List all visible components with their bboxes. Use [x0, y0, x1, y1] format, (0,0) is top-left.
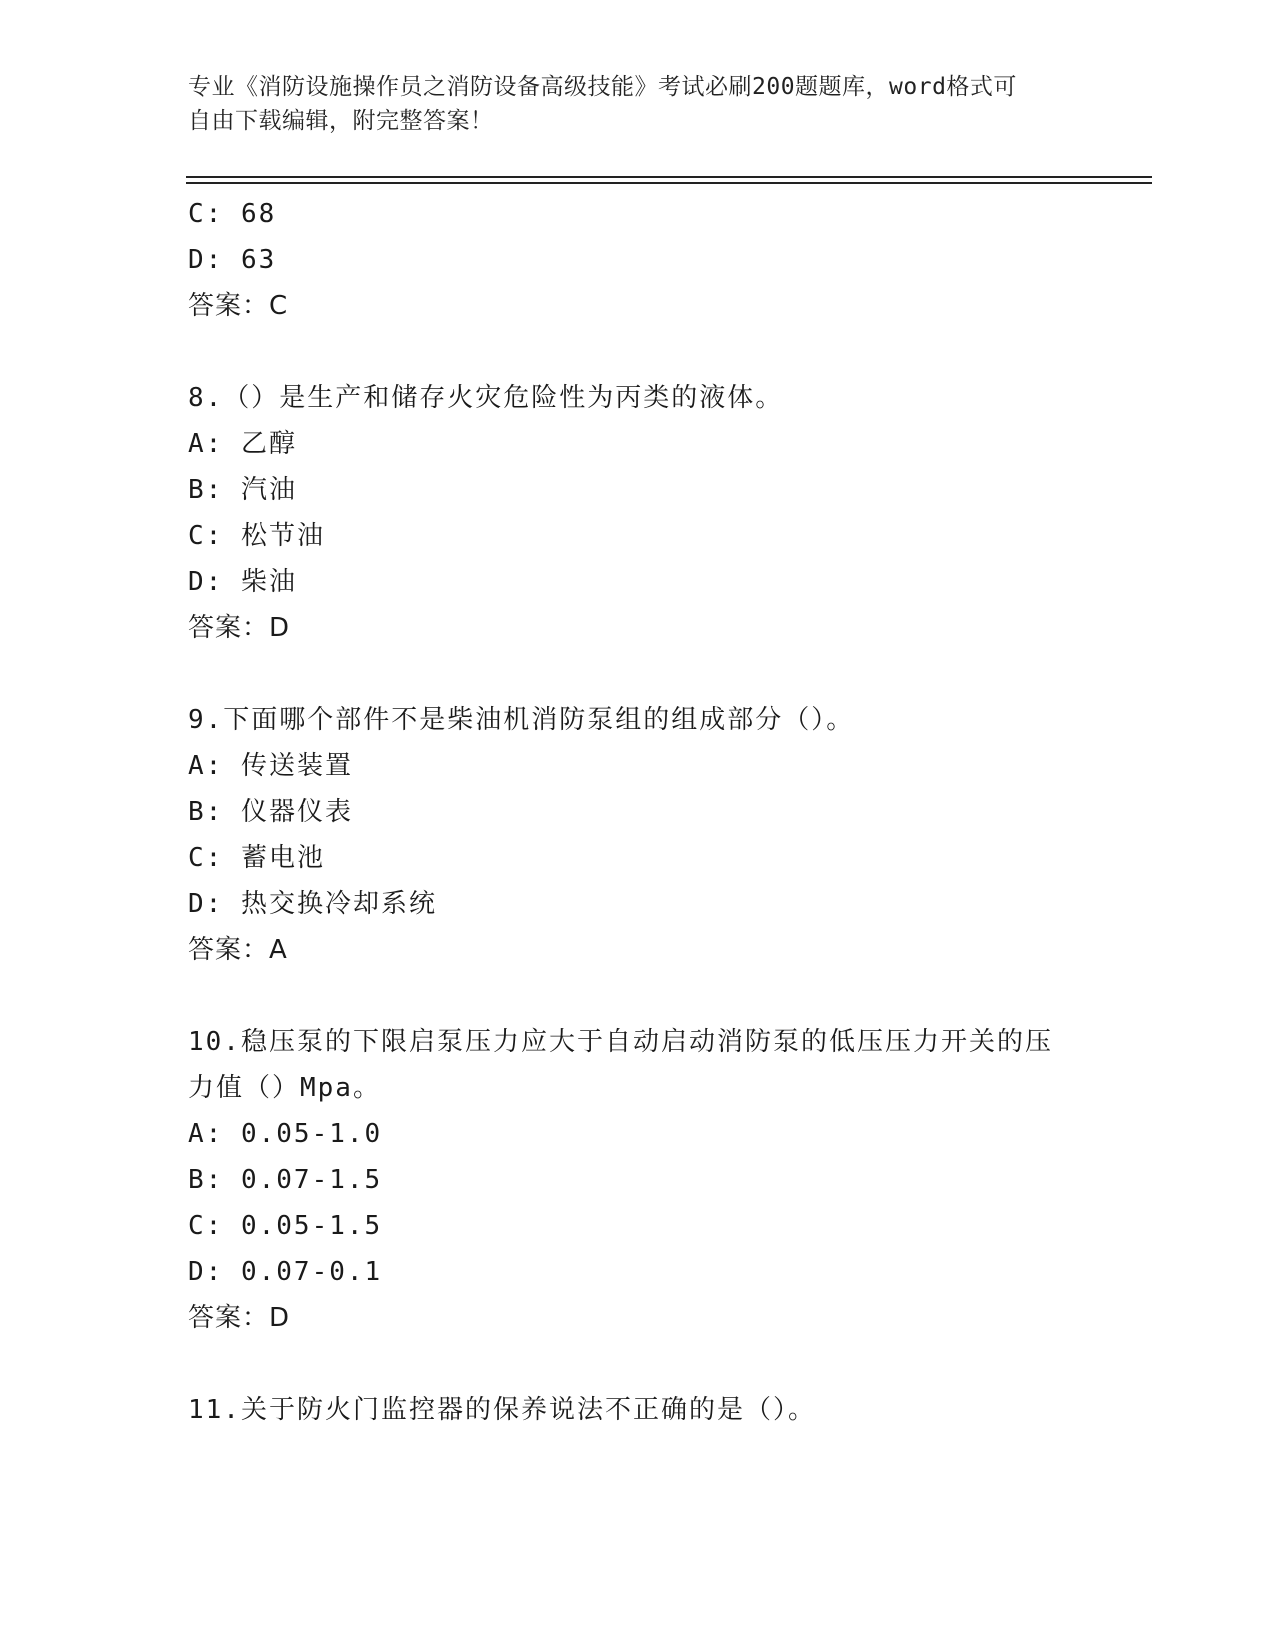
question-8-option-a: A: 乙醇	[188, 429, 297, 459]
spacer	[188, 973, 1088, 1019]
question-10-option-d: D: 0.07-0.1	[188, 1257, 383, 1287]
spacer	[188, 651, 1088, 697]
question-9-option-d: D: 热交换冷却系统	[188, 889, 437, 919]
header-divider-bottom	[186, 182, 1152, 184]
question-10-answer: 答案：D	[188, 1303, 291, 1333]
question-10-text-line-2: 力值（）Mpa。	[188, 1073, 381, 1103]
question-8-option-d: D: 柴油	[188, 567, 297, 597]
question-10-option-a: A: 0.05-1.0	[188, 1119, 383, 1149]
question-8-text: 8.（）是生产和储存火灾危险性为丙类的液体。	[188, 383, 784, 413]
option-c: C: 68	[188, 199, 277, 229]
question-8-answer: 答案：D	[188, 613, 291, 643]
spacer	[188, 329, 1088, 375]
option-d: D: 63	[188, 245, 277, 275]
question-9-answer: 答案：A	[188, 935, 288, 965]
question-8-option-b: B: 汽油	[188, 475, 297, 505]
header-divider-top	[186, 176, 1152, 178]
answer-line: 答案：C	[188, 291, 289, 321]
question-9-text: 9.下面哪个部件不是柴油机消防泵组的组成部分（）。	[188, 705, 855, 735]
header-line-2: 自由下载编辑，附完整答案！	[188, 108, 494, 134]
question-11-text: 11.关于防火门监控器的保养说法不正确的是（）。	[188, 1395, 816, 1425]
question-9-option-b: B: 仪器仪表	[188, 797, 353, 827]
spacer	[188, 1341, 1088, 1387]
question-9-option-c: C: 蓄电池	[188, 843, 325, 873]
document-header	[188, 70, 1068, 138]
question-10-option-c: C: 0.05-1.5	[188, 1211, 383, 1241]
question-10-option-b: B: 0.07-1.5	[188, 1165, 383, 1195]
question-10-text-line-1: 10.稳压泵的下限启泵压力应大于自动启动消防泵的低压压力开关的压	[188, 1027, 1053, 1057]
question-list	[188, 191, 1088, 1433]
question-9-option-a: A: 传送装置	[188, 751, 353, 781]
question-8-option-c: C: 松节油	[188, 521, 325, 551]
header-line-1: 专业《消防设施操作员之消防设备高级技能》考试必刷200题题库，word格式可	[188, 74, 1017, 100]
